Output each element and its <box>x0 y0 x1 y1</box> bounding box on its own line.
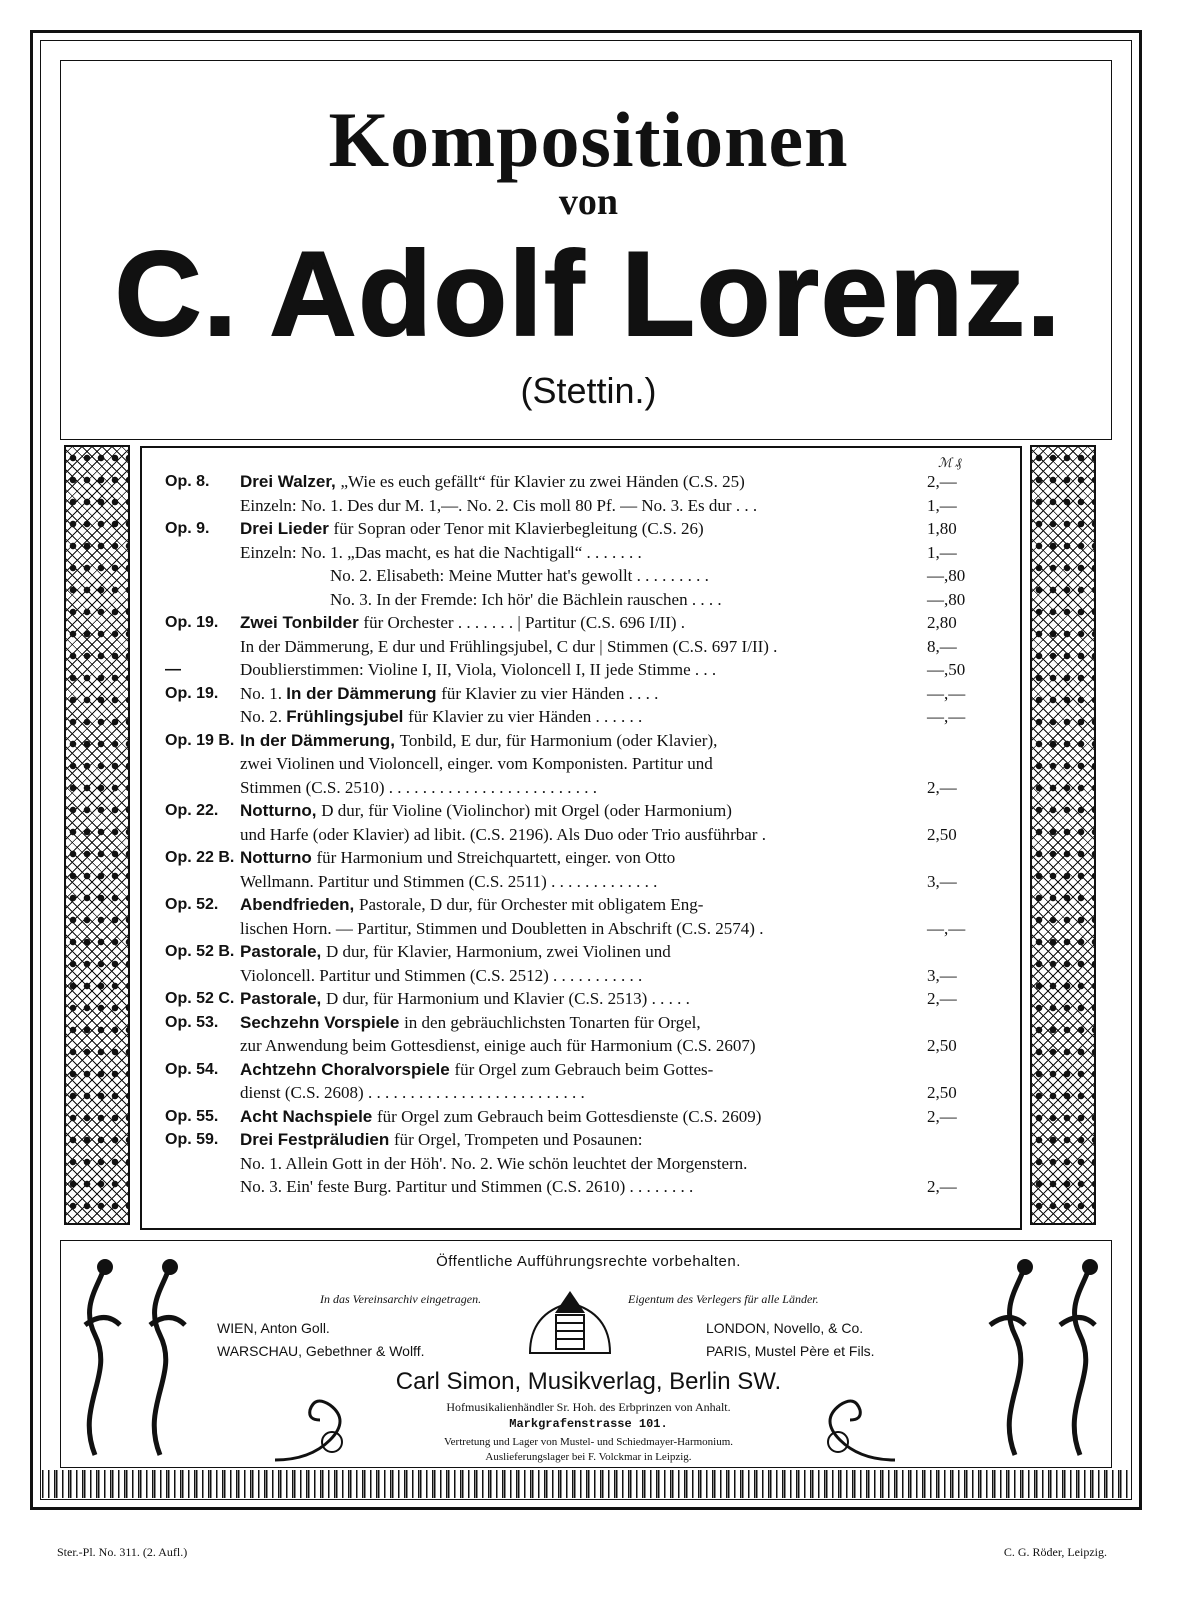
work-entry-row <box>165 1058 985 1082</box>
work-entry-row <box>165 1034 985 1058</box>
work-detail: Einzeln: No. 1. Des dur M. 1,—. No. 2. Cis moll 80 Pf. — No. 3. Es dur . . . <box>240 495 758 515</box>
opus-number: Op. 53. <box>165 1013 219 1031</box>
work-description <box>240 1058 923 1082</box>
work-title: Frühlingsjubel <box>286 707 409 726</box>
work-description <box>240 494 923 518</box>
work-title: Notturno <box>240 848 317 867</box>
work-detail: In der Dämmerung, E dur und Frühlingsjubel, C dur | Stimmen (C.S. 697 I/II) . <box>240 636 778 656</box>
opus-number: Op. 55. <box>165 1107 219 1125</box>
work-description <box>240 870 923 894</box>
work-description <box>240 1152 923 1176</box>
work-entry-row <box>165 1081 985 1105</box>
work-description <box>240 517 923 541</box>
work-title: Notturno, <box>240 801 322 820</box>
work-detail: Violoncell. Partitur und Stimmen (C.S. 2512) . . . . . . . . . . . <box>240 965 643 985</box>
work-entry-row <box>165 917 985 941</box>
work-title: Acht Nachspiele <box>240 1106 377 1126</box>
rights-notice: Öffentliche Aufführungsrechte vorbehalten. <box>436 1253 741 1270</box>
work-detail: Wellmann. Partitur und Stimmen (C.S. 2511) . . . . . . . . . . . . . <box>240 871 658 891</box>
work-detail: dienst (C.S. 2608) . . . . . . . . . . . . . . . . . . . . . . . . . . <box>240 1083 585 1102</box>
work-detail: für Klavier zu vier Händen . . . . <box>441 683 659 703</box>
composer-name: C. Adolf Lorenz. <box>114 227 1063 361</box>
coat-of-arms-icon <box>520 1283 620 1363</box>
work-price: 1,— <box>927 495 957 515</box>
opus-number: Op. 54. <box>165 1060 219 1078</box>
opus-number: Op. 59. <box>165 1131 219 1148</box>
work-price: 2,— <box>927 1106 957 1126</box>
work-price: 2,— <box>927 777 957 797</box>
work-price: 2,50 <box>927 824 957 844</box>
work-entry-row <box>165 1152 985 1176</box>
printer-credit: C. G. Röder, Leipzig. <box>1003 1545 1107 1559</box>
work-entry-row <box>165 729 985 753</box>
work-detail: für Harmonium und Streichquartett, einger. von Otto <box>316 848 676 867</box>
work-price: —,80 <box>927 589 966 609</box>
works-list <box>165 470 985 1199</box>
work-description <box>240 752 923 776</box>
work-description <box>240 1105 923 1129</box>
work-detail: zur Anwendung beim Gottesdienst, einige auch für Harmonium (C.S. 2607) <box>240 1036 756 1055</box>
work-description <box>240 705 923 729</box>
property-notice: Eigentum des Verlegers für alle Länder. <box>628 1292 819 1306</box>
opus-number: Op. 52 B. <box>165 943 235 960</box>
work-detail: für Orgel zum Gebrauch beim Gottesdienste (C.S. 2609) <box>377 1106 762 1126</box>
work-entry-row <box>165 1128 985 1152</box>
work-description <box>240 1081 923 1105</box>
work-price: 3,— <box>927 871 957 891</box>
work-entry-row <box>165 893 985 917</box>
work-description <box>240 964 923 988</box>
work-detail: No. 3. In der Fremde: Ich hör' die Bächlein rauschen . . . . <box>330 589 722 609</box>
agent-paris: PARIS, Mustel Père et Fils. <box>706 1343 875 1359</box>
work-description <box>240 823 923 847</box>
work-entry-row <box>165 799 985 823</box>
work-description <box>240 987 923 1011</box>
work-description <box>240 611 923 635</box>
scroll-ornament-left-icon <box>270 1380 370 1465</box>
work-description <box>240 1128 923 1152</box>
work-detail: Stimmen (C.S. 2510) . . . . . . . . . . . . . . . . . . . . . . . . . <box>240 777 598 797</box>
work-entry-row <box>165 494 985 518</box>
work-title: Pastorale, <box>240 942 326 961</box>
work-description <box>240 635 923 659</box>
work-price: 2,50 <box>927 1083 957 1102</box>
work-entry-row <box>165 564 985 588</box>
floral-ornament-right-icon <box>960 1255 1110 1465</box>
work-entry-row <box>165 1105 985 1129</box>
work-description <box>240 682 923 706</box>
opus-number: Op. 52 C. <box>165 990 235 1007</box>
agency-note: Vertretung und Lager von Mustel- und Schiedmayer-Harmonium. <box>443 1436 734 1448</box>
work-detail: No. 1. <box>240 683 287 703</box>
work-detail: D dur, für Harmonium und Klavier (C.S. 2513) . . . . . <box>326 989 690 1008</box>
work-entry-row <box>165 611 985 635</box>
work-detail: D dur, für Violine (Violinchor) mit Orgel (oder Harmonium) <box>321 801 732 820</box>
work-description <box>330 588 923 612</box>
opus-number: Op. 52. <box>165 896 219 913</box>
work-title: Drei Walzer, <box>240 472 341 491</box>
currency-units: ℳ ₰ <box>938 455 962 470</box>
work-description <box>240 799 923 823</box>
work-entry-row <box>165 752 985 776</box>
work-description <box>240 846 923 870</box>
court-supplier: Hofmusikalienhändler Sr. Hoh. des Erbprinzen von Anhalt. <box>446 1400 731 1414</box>
agent-warschau: WARSCHAU, Gebethner & Wolff. <box>217 1343 425 1359</box>
scroll-ornament-right-icon <box>800 1380 900 1465</box>
work-title: Sechzehn Vorspiele <box>240 1012 405 1032</box>
work-entry-row <box>165 588 985 612</box>
work-entry-row <box>165 470 985 494</box>
opus-number: Op. 8. <box>165 473 210 490</box>
work-entry-row <box>165 940 985 964</box>
floral-ornament-left-icon <box>65 1255 215 1465</box>
opus-number: Op. 22 B. <box>165 849 235 866</box>
work-price: 2,50 <box>927 1036 957 1055</box>
opus-number: Op. 19. <box>165 684 219 702</box>
work-description <box>240 470 923 494</box>
work-title: In der Dämmerung <box>286 683 442 703</box>
work-detail: für Orgel, Trompeten und Posaunen: <box>393 1130 643 1149</box>
work-detail: für Orchester . . . . . . . | Partitur (C.S. 696 I/II) . <box>363 613 686 632</box>
work-price: 2,— <box>927 1177 957 1196</box>
work-description <box>240 541 923 565</box>
work-detail: Pastorale, D dur, für Orchester mit obligatem Eng- <box>359 895 704 914</box>
ornamental-border-bottom <box>42 1470 1130 1498</box>
composer-city: (Stettin.) <box>520 370 657 411</box>
opus-number: Op. 22. <box>165 802 219 819</box>
work-entry-row <box>165 964 985 988</box>
work-title: Pastorale, <box>240 989 326 1008</box>
work-description <box>330 564 923 588</box>
work-description <box>240 776 923 800</box>
work-detail: in den gebräuchlichsten Tonarten für Orgel, <box>404 1012 701 1032</box>
work-detail: D dur, für Klavier, Harmonium, zwei Violinen und <box>326 942 671 961</box>
work-title: Zwei Tonbilder <box>240 613 364 632</box>
work-title: Drei Festpräludien <box>240 1130 394 1149</box>
work-detail: Einzeln: No. 1. „Das macht, es hat die Nachtigall“ . . . . . . . <box>240 542 642 562</box>
work-entry-row <box>165 823 985 847</box>
work-detail: und Harfe (oder Klavier) ad libit. (C.S. 2196). Als Duo oder Trio ausführbar . <box>240 824 766 844</box>
work-entry-row <box>165 705 985 729</box>
publisher-name: Carl Simon, Musikverlag, Berlin SW. <box>395 1368 782 1395</box>
work-entry-row <box>165 658 985 682</box>
work-entry-row <box>165 776 985 800</box>
work-price: 8,— <box>927 636 957 656</box>
opus-number: — <box>165 661 181 678</box>
work-description <box>240 893 923 917</box>
work-price: —,80 <box>927 566 966 585</box>
work-title: Drei Lieder <box>240 519 334 538</box>
work-price: 2,— <box>927 472 957 491</box>
work-detail: No. 2. Elisabeth: Meine Mutter hat's gewollt . . . . . . . . . <box>330 566 709 585</box>
work-price: 1,80 <box>927 519 957 538</box>
work-entry-row <box>165 635 985 659</box>
work-entry-row <box>165 987 985 1011</box>
opus-number: Op. 9. <box>165 520 210 537</box>
work-detail: lischen Horn. — Partitur, Stimmen und Doubletten in Abschrift (C.S. 2574) . <box>240 918 764 938</box>
work-price: —,— <box>927 683 966 703</box>
work-description <box>240 917 923 941</box>
work-detail: No. 2. <box>240 707 287 726</box>
work-price: —,— <box>927 707 966 726</box>
opus-number: Op. 19. <box>165 614 219 631</box>
work-description <box>240 1034 923 1058</box>
work-price: 2,80 <box>927 613 957 632</box>
work-entry-row <box>165 870 985 894</box>
work-price: —,50 <box>927 660 966 679</box>
opus-number: Op. 19 B. <box>165 731 235 749</box>
work-description <box>240 1011 923 1035</box>
publisher-address: Markgrafenstrasse 101. <box>509 1417 668 1431</box>
work-detail: zwei Violinen und Violoncell, einger. vom Komponisten. Partitur und <box>240 754 713 773</box>
work-title: Abendfrieden, <box>240 895 360 914</box>
page-title: Kompositionen <box>328 96 849 183</box>
agent-wien: WIEN, Anton Goll. <box>217 1320 330 1336</box>
work-entry-row <box>165 517 985 541</box>
work-description <box>240 658 923 682</box>
work-detail: No. 3. Ein' feste Burg. Partitur und Stimmen (C.S. 2610) . . . . . . . . <box>240 1177 694 1196</box>
work-detail: Tonbild, E dur, für Harmonium (oder Klavier), <box>399 730 718 750</box>
work-price: 2,— <box>927 989 957 1008</box>
agent-london: LONDON, Novello, & Co. <box>706 1320 864 1336</box>
work-description <box>240 1175 923 1199</box>
work-entry-row <box>165 846 985 870</box>
work-description <box>240 940 923 964</box>
archive-notice: In das Vereinsarchiv eingetragen. <box>320 1292 482 1306</box>
ornamental-border-right <box>1030 445 1096 1225</box>
work-detail: „Wie es euch gefällt“ für Klavier zu zwei Händen (C.S. 25) <box>340 472 745 491</box>
work-detail: No. 1. Allein Gott in der Höh'. No. 2. Wie schön leuchtet der Morgenstern. <box>240 1153 748 1173</box>
work-price: —,— <box>927 918 966 938</box>
plate-number: Ster.-Pl. No. 311. (2. Aufl.) <box>57 1545 188 1559</box>
work-price: 3,— <box>927 965 957 985</box>
title-von: von <box>558 181 619 223</box>
work-detail: für Sopran oder Tenor mit Klavierbegleitung (C.S. 26) <box>333 519 704 538</box>
work-detail: Doublierstimmen: Violine I, II, Viola, Violoncell I, II jede Stimme . . . <box>240 660 717 679</box>
ornamental-border-left <box>64 445 130 1225</box>
work-entry-row <box>165 682 985 706</box>
work-title: Achtzehn Choralvorspiele <box>240 1059 455 1079</box>
work-description <box>240 729 923 753</box>
work-detail: für Klavier zu vier Händen . . . . . . <box>408 707 643 726</box>
delivery-note: Auslieferungslager bei F. Volckmar in Leipzig. <box>485 1451 692 1463</box>
work-entry-row <box>165 1175 985 1199</box>
work-entry-row <box>165 541 985 565</box>
work-detail: für Orgel zum Gebrauch beim Gottes- <box>454 1059 714 1079</box>
work-price: 1,— <box>927 542 957 562</box>
work-entry-row <box>165 1011 985 1035</box>
work-title: In der Dämmerung, <box>240 730 400 750</box>
